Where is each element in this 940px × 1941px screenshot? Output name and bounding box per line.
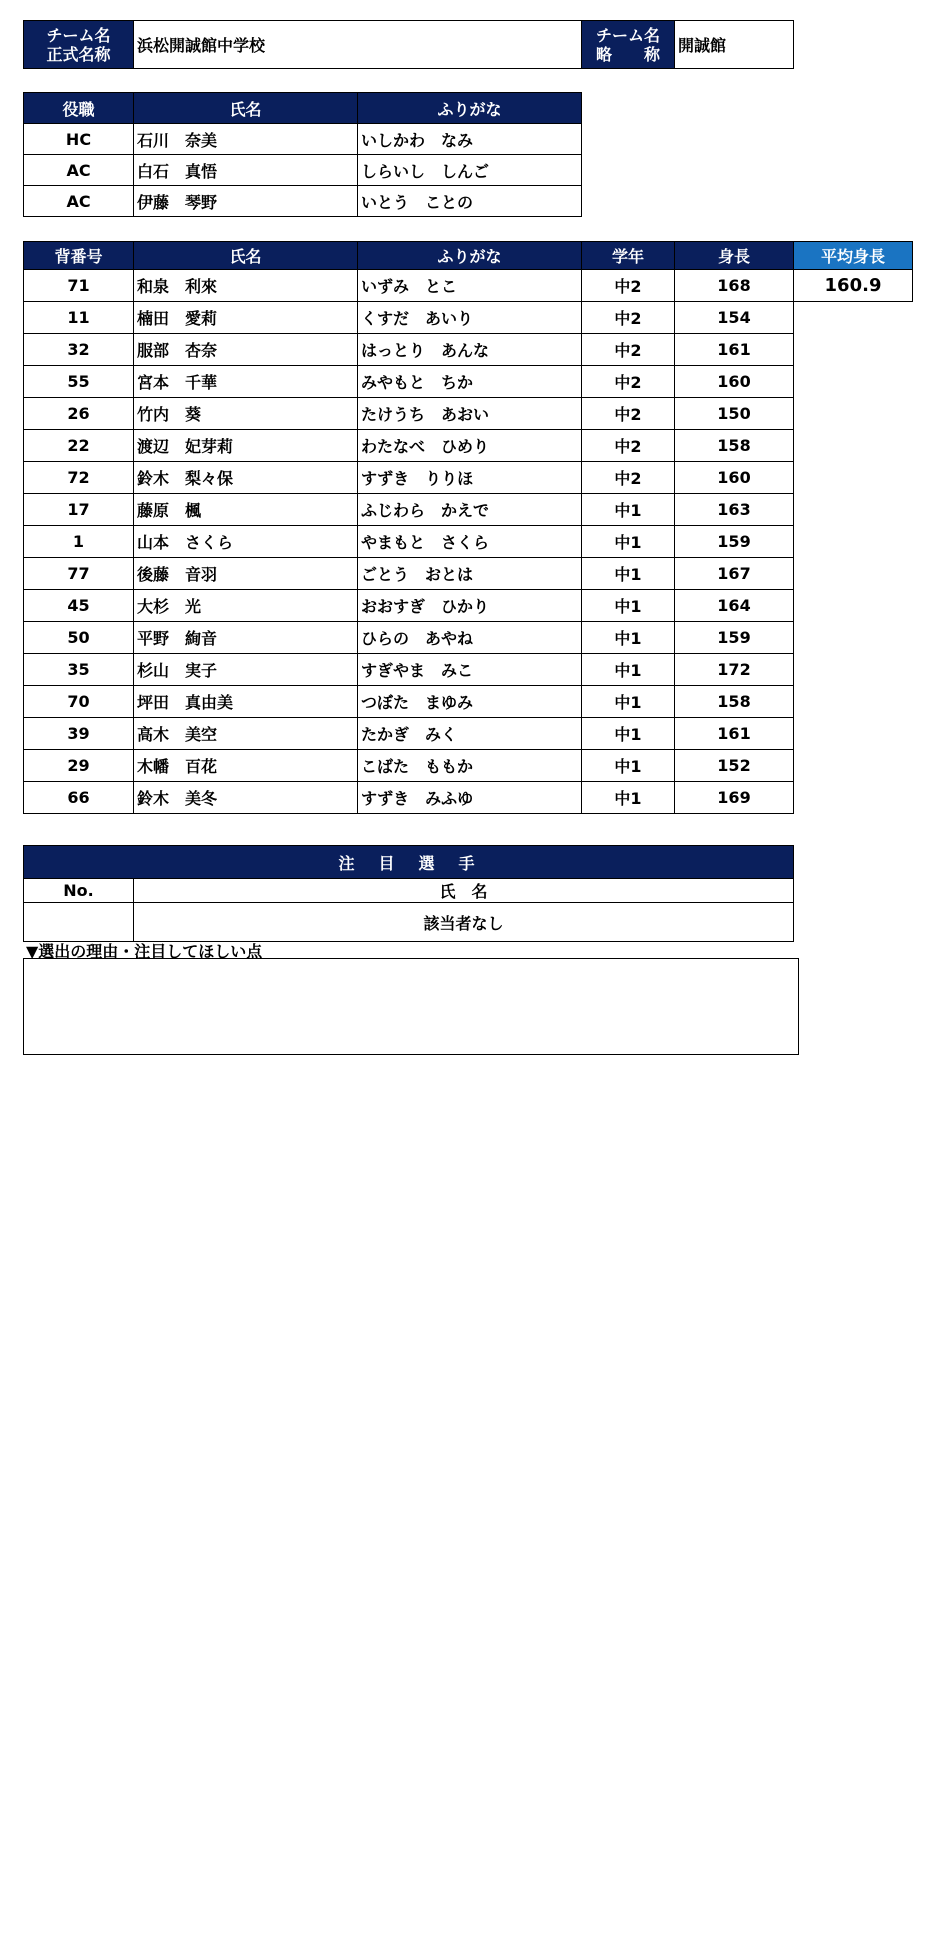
- player-grade: 中2: [582, 366, 675, 398]
- player-number: 45: [24, 590, 134, 622]
- short-name-value: 開誠館: [675, 21, 794, 69]
- short-name-label: [582, 21, 675, 69]
- player-row: [24, 558, 913, 590]
- players-header-number: 背番号: [24, 242, 134, 270]
- player-name: 木幡 百花: [134, 750, 358, 782]
- player-kana: やまもと さくら: [358, 526, 582, 558]
- player-name: 平野 絢音: [134, 622, 358, 654]
- player-grade: 中1: [582, 558, 675, 590]
- empty-cell: [794, 750, 913, 782]
- player-grade: 中2: [582, 270, 675, 302]
- player-height: 164: [675, 590, 794, 622]
- player-number: 11: [24, 302, 134, 334]
- player-grade: 中2: [582, 430, 675, 462]
- player-height: 161: [675, 718, 794, 750]
- empty-cell: [794, 494, 913, 526]
- player-grade: 中1: [582, 590, 675, 622]
- player-name: 宮本 千華: [134, 366, 358, 398]
- player-kana: いずみ とこ: [358, 270, 582, 302]
- player-number: 70: [24, 686, 134, 718]
- players-header-kana: ふりがな: [358, 242, 582, 270]
- notable-name-label: 氏 名: [134, 879, 794, 903]
- player-grade: 中1: [582, 686, 675, 718]
- empty-cell: [794, 622, 913, 654]
- player-height: 158: [675, 430, 794, 462]
- empty-cell: [794, 686, 913, 718]
- player-row: [24, 366, 913, 398]
- player-height: 161: [675, 334, 794, 366]
- player-row: [24, 750, 913, 782]
- staff-row: [24, 186, 582, 217]
- player-kana: すずき みふゆ: [358, 782, 582, 814]
- player-row: [24, 430, 913, 462]
- player-grade: 中1: [582, 526, 675, 558]
- player-name: 竹内 葵: [134, 398, 358, 430]
- staff-header-role: 役職: [24, 93, 134, 124]
- empty-cell: [794, 782, 913, 814]
- player-kana: ふじわら かえで: [358, 494, 582, 526]
- players-header-height: 身長: [675, 242, 794, 270]
- player-height: 172: [675, 654, 794, 686]
- official-name-value: 浜松開誠館中学校: [134, 21, 582, 69]
- player-grade: 中1: [582, 718, 675, 750]
- empty-cell: [794, 462, 913, 494]
- player-height: 159: [675, 526, 794, 558]
- player-height: 158: [675, 686, 794, 718]
- player-kana: はっとり あんな: [358, 334, 582, 366]
- player-grade: 中1: [582, 750, 675, 782]
- empty-cell: [794, 430, 913, 462]
- official-label-line2: 正式名称: [46, 44, 111, 64]
- player-number: 29: [24, 750, 134, 782]
- staff-name: 伊藤 琴野: [134, 186, 358, 217]
- player-name: 高木 美空: [134, 718, 358, 750]
- reason-box: [23, 958, 799, 1055]
- player-kana: おおすぎ ひかり: [358, 590, 582, 622]
- staff-header-name: 氏名: [134, 93, 358, 124]
- player-name: 渡辺 妃芽莉: [134, 430, 358, 462]
- notable-title: 注 目 選 手: [24, 846, 794, 879]
- player-number: 22: [24, 430, 134, 462]
- player-number: 55: [24, 366, 134, 398]
- player-name: 杉山 実子: [134, 654, 358, 686]
- empty-cell: [794, 526, 913, 558]
- official-name-label: [24, 21, 134, 69]
- player-kana: ひらの あやね: [358, 622, 582, 654]
- player-kana: こばた ももか: [358, 750, 582, 782]
- player-row: [24, 782, 913, 814]
- empty-cell: [794, 718, 913, 750]
- player-number: 71: [24, 270, 134, 302]
- player-row: [24, 622, 913, 654]
- staff-row: [24, 155, 582, 186]
- player-grade: 中1: [582, 782, 675, 814]
- player-kana: みやもと ちか: [358, 366, 582, 398]
- empty-cell: [794, 590, 913, 622]
- player-height: 159: [675, 622, 794, 654]
- player-height: 152: [675, 750, 794, 782]
- empty-cell: [794, 558, 913, 590]
- staff-name: 白石 真悟: [134, 155, 358, 186]
- official-label-line1: チーム名: [46, 25, 111, 45]
- player-kana: すずき りりほ: [358, 462, 582, 494]
- player-row: [24, 334, 913, 366]
- players-header-grade: 学年: [582, 242, 675, 270]
- team-name-table: [23, 20, 794, 69]
- empty-cell: [794, 366, 913, 398]
- player-grade: 中1: [582, 654, 675, 686]
- staff-role: AC: [24, 186, 134, 217]
- reason-label: ▼選出の理由・注目してほしい点: [26, 942, 263, 961]
- player-height: 154: [675, 302, 794, 334]
- notable-no-label: No.: [24, 879, 134, 903]
- short-label-line2: 略 称: [595, 44, 660, 64]
- notable-player-table: [23, 845, 794, 942]
- player-height: 160: [675, 366, 794, 398]
- staff-kana: いとう ことの: [358, 186, 582, 217]
- player-name: 山本 さくら: [134, 526, 358, 558]
- player-row: [24, 462, 913, 494]
- staff-name: 石川 奈美: [134, 124, 358, 155]
- player-grade: 中2: [582, 302, 675, 334]
- player-number: 32: [24, 334, 134, 366]
- player-kana: わたなべ ひめり: [358, 430, 582, 462]
- player-height: 163: [675, 494, 794, 526]
- player-grade: 中2: [582, 462, 675, 494]
- short-label-line1: チーム名: [595, 25, 660, 45]
- staff-kana: しらいし しんご: [358, 155, 582, 186]
- player-number: 72: [24, 462, 134, 494]
- player-number: 66: [24, 782, 134, 814]
- player-name: 和泉 利來: [134, 270, 358, 302]
- player-height: 169: [675, 782, 794, 814]
- player-kana: くすだ あいり: [358, 302, 582, 334]
- player-height: 160: [675, 462, 794, 494]
- player-row: [24, 526, 913, 558]
- player-row: [24, 302, 913, 334]
- players-header-name: 氏名: [134, 242, 358, 270]
- player-name: 後藤 音羽: [134, 558, 358, 590]
- player-grade: 中2: [582, 334, 675, 366]
- player-number: 1: [24, 526, 134, 558]
- staff-table: [23, 92, 582, 217]
- player-kana: ごとう おとは: [358, 558, 582, 590]
- player-number: 35: [24, 654, 134, 686]
- player-row: [24, 654, 913, 686]
- player-name: 鈴木 梨々保: [134, 462, 358, 494]
- player-name: 坪田 真由美: [134, 686, 358, 718]
- player-name: 大杉 光: [134, 590, 358, 622]
- empty-cell: [794, 302, 913, 334]
- staff-role: AC: [24, 155, 134, 186]
- player-number: 26: [24, 398, 134, 430]
- player-kana: たかぎ みく: [358, 718, 582, 750]
- player-row: [24, 590, 913, 622]
- staff-role: HC: [24, 124, 134, 155]
- empty-cell: [794, 654, 913, 686]
- player-kana: すぎやま みこ: [358, 654, 582, 686]
- average-height-label: 平均身長: [794, 242, 913, 270]
- player-number: 77: [24, 558, 134, 590]
- player-grade: 中1: [582, 494, 675, 526]
- player-height: 167: [675, 558, 794, 590]
- player-row: [24, 718, 913, 750]
- notable-no-value: [24, 903, 134, 942]
- staff-header-kana: ふりがな: [358, 93, 582, 124]
- staff-kana: いしかわ なみ: [358, 124, 582, 155]
- player-kana: つぼた まゆみ: [358, 686, 582, 718]
- player-height: 150: [675, 398, 794, 430]
- player-row: [24, 686, 913, 718]
- player-row: [24, 494, 913, 526]
- player-name: 服部 杏奈: [134, 334, 358, 366]
- player-name: 鈴木 美冬: [134, 782, 358, 814]
- player-height: 168: [675, 270, 794, 302]
- staff-row: [24, 124, 582, 155]
- empty-cell: [794, 398, 913, 430]
- player-name: 藤原 楓: [134, 494, 358, 526]
- player-number: 50: [24, 622, 134, 654]
- player-row: [24, 398, 913, 430]
- average-height-value: 160.9: [794, 270, 913, 302]
- player-kana: たけうち あおい: [358, 398, 582, 430]
- notable-name-value: 該当者なし: [134, 903, 794, 942]
- player-row: [24, 270, 913, 302]
- player-name: 楠田 愛莉: [134, 302, 358, 334]
- player-number: 39: [24, 718, 134, 750]
- player-grade: 中1: [582, 622, 675, 654]
- empty-cell: [794, 334, 913, 366]
- player-grade: 中2: [582, 398, 675, 430]
- player-number: 17: [24, 494, 134, 526]
- players-table: [23, 241, 913, 814]
